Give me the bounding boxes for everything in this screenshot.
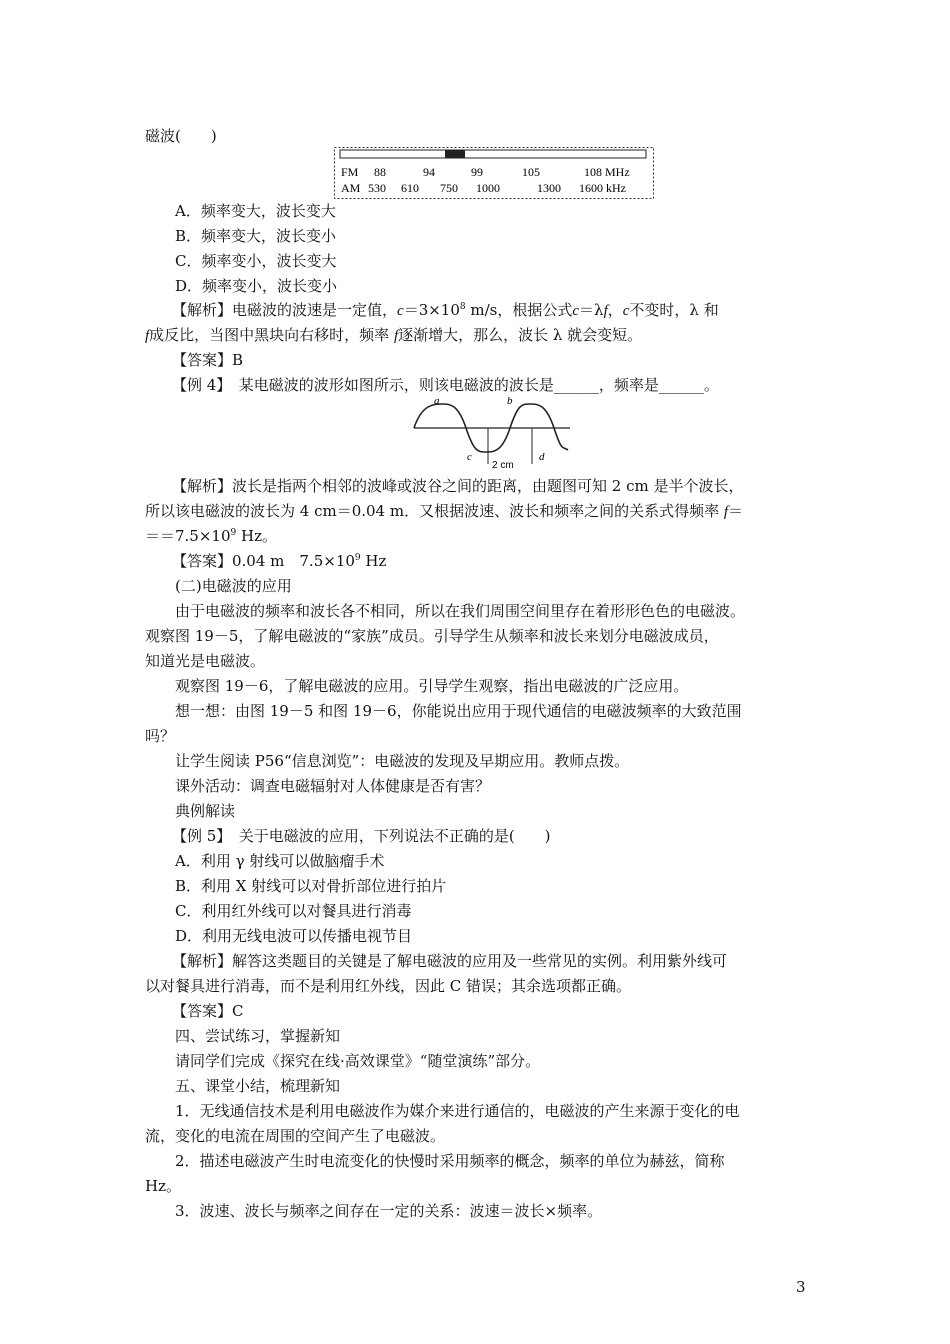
analysis-3-line2: [145, 323, 810, 348]
text-run: ＝: [728, 502, 744, 520]
radio-dial-figure: [334, 147, 654, 199]
option-d: D．利用无线电波可以传播电视节目: [175, 927, 413, 945]
dial-track: [340, 150, 646, 158]
paragraph-line: 由于电磁波的频率和波长各不相同，所以在我们周围空间里存在着形形色色的电磁波。: [175, 602, 746, 620]
text-run: f: [145, 328, 150, 344]
analysis-3-line1: [172, 298, 837, 323]
dial-pointer-block: [445, 150, 465, 158]
section-heading: 五、课堂小结，梳理新知: [175, 1077, 341, 1095]
text-run: 【解析】电磁波的波速是一定值，: [172, 301, 398, 319]
summary-item-3: 3．波速、波长与频率之间存在一定的关系：波速＝波长×频率。: [175, 1202, 603, 1220]
example-4-question: 【例 4】 某电磁波的波形如图所示，则该电磁波的波长是______，频率是______。: [172, 376, 719, 394]
answer-5: 【答案】C: [172, 1002, 244, 1020]
analysis-5-line1: 【解析】解答这类题目的关键是了解电磁波的应用及一些常见的实例。利用紫外线可: [172, 952, 728, 970]
text-run: ＝λ: [579, 301, 604, 319]
text-run: ，: [607, 301, 623, 319]
fm-label: FM: [341, 165, 359, 179]
summary-item-1-cont: 流，变化的电流在周围的空间产生了电磁波。: [145, 1127, 446, 1145]
example-5-question: 【例 5】 关于电磁波的应用，下列说法不正确的是( ): [172, 827, 551, 845]
paragraph-line: 想一想：由图 19－5 和图 19－6，你能说出应用于现代通信的电磁波频率的大致范围: [175, 702, 742, 720]
am-tick: 530: [368, 181, 386, 195]
text-run: 【答案】0.04 m 7.5×10: [172, 552, 355, 570]
page-number: 3: [796, 1278, 806, 1296]
paragraph-line: 让学生阅读 P56“信息浏览”：电磁波的发现及早期应用。教师点拨。: [175, 752, 630, 770]
text-run: ＝＝7.5×10: [145, 527, 231, 545]
text-run: f: [723, 504, 729, 520]
paragraph-line: 吗？: [145, 727, 176, 745]
text-run: 9: [230, 528, 237, 538]
option-d: D．频率变小，波长变小: [175, 277, 338, 295]
wave-figure: [412, 394, 572, 470]
point-label-a: a: [434, 395, 440, 407]
summary-item-1: 1．无线通信技术是利用电磁波作为媒介来进行通信的，电磁波的产生来源于变化的电: [175, 1102, 740, 1120]
section-heading: 四、尝试练习，掌握新知: [175, 1027, 341, 1045]
text-run: 不变时，λ 和: [629, 301, 719, 319]
analysis-4-line1: 【解析】波长是指两个相邻的波峰或波谷之间的距离，由题图可知 2 cm 是半个波长，: [172, 477, 744, 495]
option-b: B．频率变大，波长变小: [175, 227, 337, 245]
fm-tick: 94: [423, 165, 435, 179]
paragraph-line: 请同学们完成《探究在线·高效课堂》“随堂演练”部分。: [175, 1052, 541, 1070]
point-label-b: b: [507, 395, 513, 407]
option-c: C．利用红外线可以对餐具进行消毒: [175, 902, 412, 920]
paragraph-line: 观察图 19－6，了解电磁波的应用。引导学生观察，指出电磁波的广泛应用。: [175, 677, 689, 695]
answer-3: 【答案】B: [172, 351, 244, 369]
text-run: 所以该电磁波的波长为 4 cm＝0.04 m．又根据波速、波长和频率之间的关系式得频率: [145, 502, 724, 520]
text-run: f: [393, 328, 399, 344]
option-b: B．利用 X 射线可以对骨折部位进行拍片: [175, 877, 447, 895]
point-label-d: d: [539, 451, 545, 463]
text-run: ＝3×10: [403, 301, 460, 319]
distance-label: 2 cm: [492, 460, 514, 470]
point-label-c: c: [467, 451, 472, 463]
fm-tick: 88: [374, 165, 386, 179]
text-run: c: [397, 303, 404, 319]
question-tail: 磁波( ): [145, 127, 217, 145]
analysis-5-line2: 以对餐具进行消毒，而不是利用红外线，因此 C 错误；其余选项都正确。: [145, 977, 632, 995]
section-heading: (二)电磁波的应用: [175, 577, 292, 595]
text-run: c: [572, 303, 580, 319]
text-run: f: [603, 303, 608, 319]
fm-tick: 105: [522, 165, 540, 179]
am-tick: 1300: [537, 181, 561, 195]
fm-tick: 99: [471, 165, 483, 179]
paragraph-line: 典例解读: [175, 802, 236, 820]
option-a: A．利用 γ 射线可以做脑瘤手术: [175, 852, 385, 870]
paragraph-line: 知道光是电磁波。: [145, 652, 266, 670]
fm-scale: [341, 165, 630, 179]
paragraph-line: 课外活动：调查电磁辐射对人体健康是否有害？: [175, 777, 491, 795]
analysis-4-line2: [145, 499, 810, 524]
summary-item-2: 2．描述电磁波产生时电流变化的快慢时采用频率的概念，频率的单位为赫兹，简称: [175, 1152, 725, 1170]
text-run: c: [622, 303, 630, 319]
am-label: AM: [341, 181, 361, 195]
option-a: A．频率变大，波长变大: [175, 202, 336, 220]
summary-item-2-cont: Hz。: [145, 1177, 181, 1195]
am-scale: [341, 181, 626, 195]
text-run: 成反比，当图中黑块向右移时，频率: [149, 326, 394, 344]
option-c: C．频率变小，波长变大: [175, 252, 337, 270]
question-fragment: [145, 124, 810, 149]
text-run: 8: [459, 302, 466, 312]
analysis-4-line3: [145, 524, 810, 549]
fm-tick: 108 MHz: [584, 165, 630, 179]
text-run: m/s，根据公式: [465, 301, 573, 319]
am-tick: 1600 kHz: [579, 181, 626, 195]
text-run: 9: [354, 553, 361, 563]
text-run: Hz: [360, 552, 387, 570]
text-run: Hz。: [236, 527, 278, 545]
text-run: 逐渐增大，那么，波长 λ 就会变短。: [398, 326, 643, 344]
am-tick: 1000: [476, 181, 500, 195]
am-tick: 750: [440, 181, 458, 195]
paragraph-line: 观察图 19－5，了解电磁波的“家族”成员。引导学生从频率和波长来划分电磁波成员，: [145, 627, 719, 645]
am-tick: 610: [401, 181, 419, 195]
answer-4: [172, 549, 837, 574]
